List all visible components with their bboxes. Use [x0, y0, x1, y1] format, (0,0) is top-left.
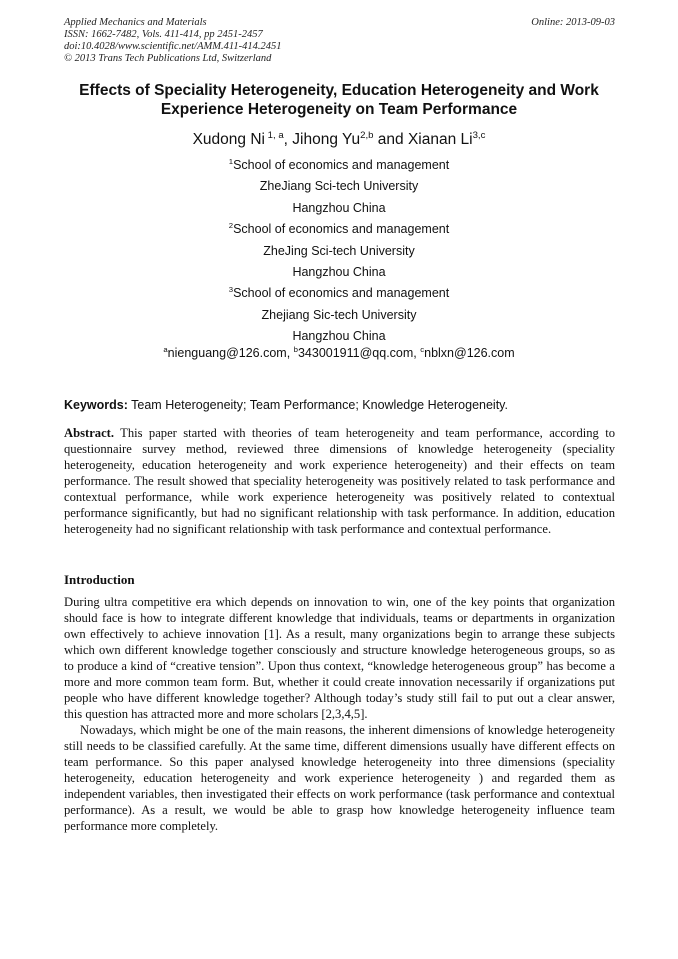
introduction-paragraph: Nowadays, which might be one of the main reasons, the inherent dimensions of knowledge heterogeneity still needs to be classified carefully. At the same time, different dimensions usually have different effects on team performance. So this paper analysed knowledge heterogeneity into three dimensions (speciality heterogeneity, education heterogeneity and work experience heterogeneity ) and regarded them as independent variables, then investigated their effects on work performance (task performance and contextual performance). As a result, we would be able to grasp how knowledge heterogeneity influence team performance more completely.	[64, 723, 615, 833]
author-name: Xudong Ni	[192, 131, 265, 148]
abstract-label: Abstract.	[64, 426, 115, 440]
author-name: Xianan Li	[407, 131, 473, 148]
affiliation-school: $^3$School of economics and management	[228, 285, 450, 301]
keywords-text: Team Heterogeneity; Team Performance; Knowledge Heterogeneity.	[127, 398, 508, 412]
affiliation-university: ZheJiang Sci-tech University	[259, 179, 419, 194]
author-superscript: 1, a	[267, 129, 284, 141]
affiliation-number: 2	[228, 221, 234, 231]
abstract-text: This paper started with theories of team heterogeneity and team performance, according to questionnaire survey method, reviewed three dimensions of knowledge heterogeneity (speciality heterogeneity, education heterogeneity and work experience heterogeneity) and their effects on team performance. The result showed that speciality heterogeneity was positively related to task performance and contextual performance, while work experience heterogeneity was positively related to contextual performance significantly, but had no significant relationship with task performance. In addition, education heterogeneity had no significant relationship with task performance and contextual performance.	[64, 426, 615, 536]
affiliation-university: ZheJing Sci-tech University	[263, 243, 415, 258]
author-line	[40, 130, 638, 149]
introduction-paragraph: During ultra competitive era which depends on innovation to win, one of the key points that organization should face is how to integrate different knowledge that individuals, teams or departments in organization own effectively to achieve innovation [1]. As a result, many organizations begin to arrange these subjects which own different knowledge together consciously and structure knowledge heterogeneous groups, so as to produce a kind of “creative tension”. Upon thus context, “knowledge heterogeneous group” has become a more and more common team form. But, whether it could create innovation necessarily if organizations put people who have different knowledge together? Although today’s study still fail to put out a clear answer, this question has attracted more and more scholars [2,3,4,5].	[64, 595, 615, 721]
email-superscript: c	[420, 344, 425, 354]
keywords	[64, 397, 615, 413]
introduction-body	[64, 594, 615, 834]
abstract	[64, 425, 615, 537]
email-address: 343001911@qq.com	[297, 345, 414, 360]
section-heading-introduction: Introduction	[64, 572, 135, 587]
email-address: nienguang@126.com	[167, 345, 287, 360]
email-superscript: b	[293, 344, 298, 354]
journal-name: Applied Mechanics and Materials	[64, 17, 207, 28]
email-line: $^a$nienguang@126.com, $^b$343001911@qq.com, $^c$nblxn@126.com	[163, 344, 515, 360]
affiliation-city: Hangzhou China	[292, 200, 386, 215]
author-separator: and	[373, 131, 408, 148]
author-name: Jihong Yu	[292, 131, 361, 148]
author-superscript: 2,b	[360, 129, 374, 141]
affiliation-school: $^1$School of economics and management	[228, 156, 450, 172]
affiliation-university: Zhejiang Sic-tech University	[261, 307, 417, 322]
journal-issn: ISSN: 1662-7482, Vols. 411-414, pp 2451-2457	[64, 29, 263, 40]
author-separator: ,	[283, 131, 293, 148]
author-superscript: 3,c	[472, 129, 486, 141]
email-address: nblxn@126.com	[424, 345, 515, 360]
email-superscript: a	[163, 344, 168, 354]
affiliation-number: 3	[228, 285, 234, 295]
journal-header	[64, 17, 615, 65]
keywords-label: Keywords:	[64, 398, 128, 412]
affiliation-city: Hangzhou China	[292, 329, 386, 344]
journal-doi: doi:10.4028/www.scientific.net/AMM.411-414.2451	[64, 41, 282, 52]
paper-title: Effects of Speciality Heterogeneity, Education Heterogeneity and Work Experience Heterogeneity on Team Performance	[79, 82, 599, 118]
online-date: Online: 2013-09-03	[531, 17, 615, 28]
journal-copyright: © 2013 Trans Tech Publications Ltd, Switzerland	[64, 53, 272, 64]
affiliation-number: 1	[228, 156, 234, 166]
affiliations	[40, 155, 638, 361]
affiliation-school: $^2$School of economics and management	[228, 221, 450, 237]
affiliation-city: Hangzhou China	[292, 265, 386, 280]
